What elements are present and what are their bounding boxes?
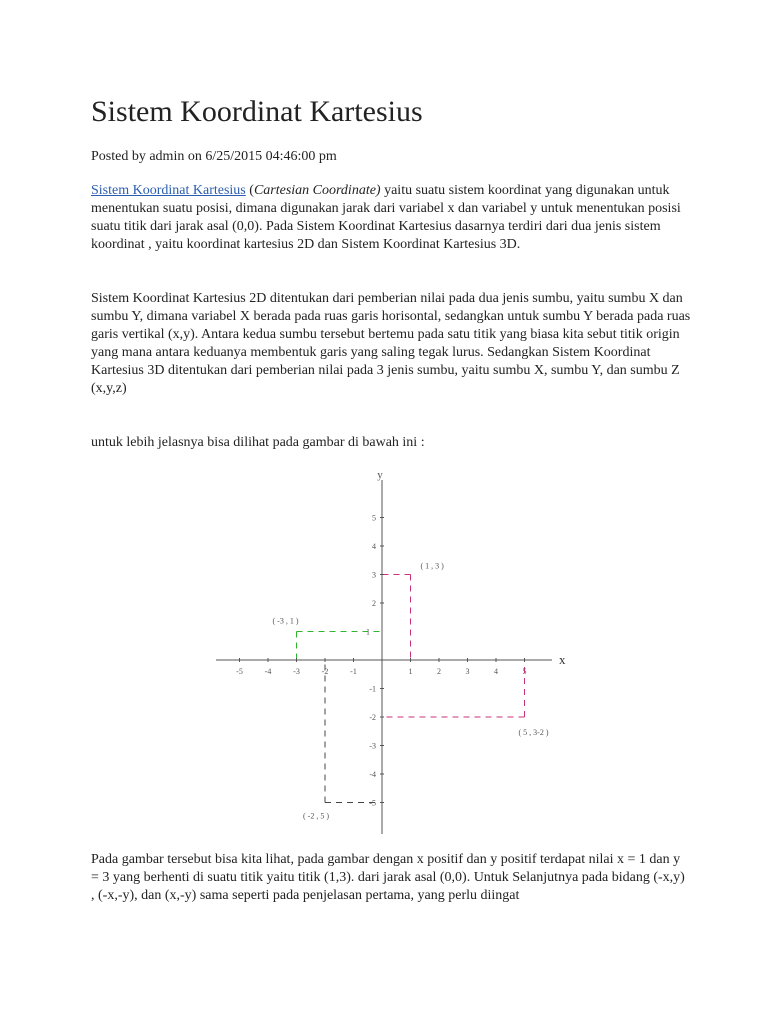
x-tick-label: 4	[494, 667, 498, 676]
post-meta: Posted by admin on 6/25/2015 04:46:00 pm	[91, 149, 337, 164]
y-tick-label: 3	[372, 570, 376, 580]
x-tick-label: 3	[465, 667, 470, 676]
x-tick-label: -3	[293, 667, 300, 676]
paragraph-figure-intro: untuk lebih jelasnya bisa dilihat pada gambar di bawah ini :	[91, 435, 425, 450]
intro-rest: yaitu suatu sistem koordinat yang digunakan untuk menentukan suatu posisi, dimana digunakan jarak dari variabel x dan variabel y untuk menentukan posisi suatu titik dari jarak asal (0,0). Pada Sistem Koordinat Kartesius dasarnya terdiri dari dua jenis sistem koordinat , yaitu koordinat kartesius 2D dan Sistem Koordinat Kartesius 3D.	[91, 183, 681, 252]
y-tick-label: -3	[369, 741, 376, 751]
paragraph-intro	[91, 182, 691, 254]
x-tick-label: -5	[236, 667, 243, 676]
x-tick-label: -4	[264, 667, 272, 676]
y-tick-label: -4	[369, 770, 376, 779]
italic-term: Cartesian Coordinate)	[253, 183, 381, 198]
x-tick-label: 2	[437, 667, 441, 676]
point-label: ( -2 , 5 )	[303, 811, 329, 821]
y-tick-label: -2	[369, 713, 376, 722]
x-tick-label: 5	[522, 667, 527, 676]
article-link[interactable]: Sistem Koordinat Kartesius	[91, 183, 246, 198]
y-tick-label: 4	[372, 542, 376, 551]
paragraph-explanation: Pada gambar tersebut bisa kita lihat, pada gambar dengan x positif dan y positif terdapat nilai x = 1 dan y = 3 yang berhenti di suatu titik yaitu titik (1,3). dari jarak asal (0,0). Untuk Selanjutnya pada bidang (-x,y) , (-x,-y), dan (x,-y) sama seperti pada penjelasan pertama, yang perlu diingat	[91, 852, 685, 903]
x-axis-label: x	[559, 652, 566, 667]
cartesian-figure	[212, 462, 582, 840]
paragraph-2d: Sistem Koordinat Kartesius 2D ditentukan dari pemberian nilai pada dua jenis sumbu, yaitu sumbu X dan sumbu Y, dimana variabel X berada pada ruas garis horisontal, sedangkan untuk sumbu Y berada pada ruas garis vertikal (x,y). Antara kedua sumbu tersebut bertemu pada satu titik yang biasa kita sebut titik origin yang mana antara keduanya membentuk garis yang saling tegak lurus. Sedangkan Sistem Koordinat Kartesius 3D ditentukan dari pemberian nilai pada 3 jenis sumbu, yaitu sumbu X, sumbu Y, dan sumbu Z (x,y,z)	[91, 291, 691, 396]
point-label: ( 1 , 3 )	[420, 561, 444, 571]
x-tick-label: -1	[350, 667, 357, 676]
y-tick-label: 5	[372, 513, 376, 523]
point-label: ( -3 , 1 )	[272, 616, 299, 626]
paren-open: (	[245, 183, 254, 198]
coordinate-plane	[212, 462, 582, 840]
point-label: ( 5 , 3-2 )	[518, 728, 549, 737]
y-tick-label: 1	[366, 627, 370, 637]
x-tick-label: 1	[408, 667, 413, 676]
y-tick-label: -1	[369, 684, 376, 694]
y-tick-label: 2	[372, 599, 376, 608]
y-tick-label: -5	[369, 798, 376, 808]
page-title: Sistem Koordinat Kartesius	[91, 95, 423, 128]
y-axis-label: y	[377, 469, 383, 481]
x-tick-label: -2	[321, 667, 329, 676]
